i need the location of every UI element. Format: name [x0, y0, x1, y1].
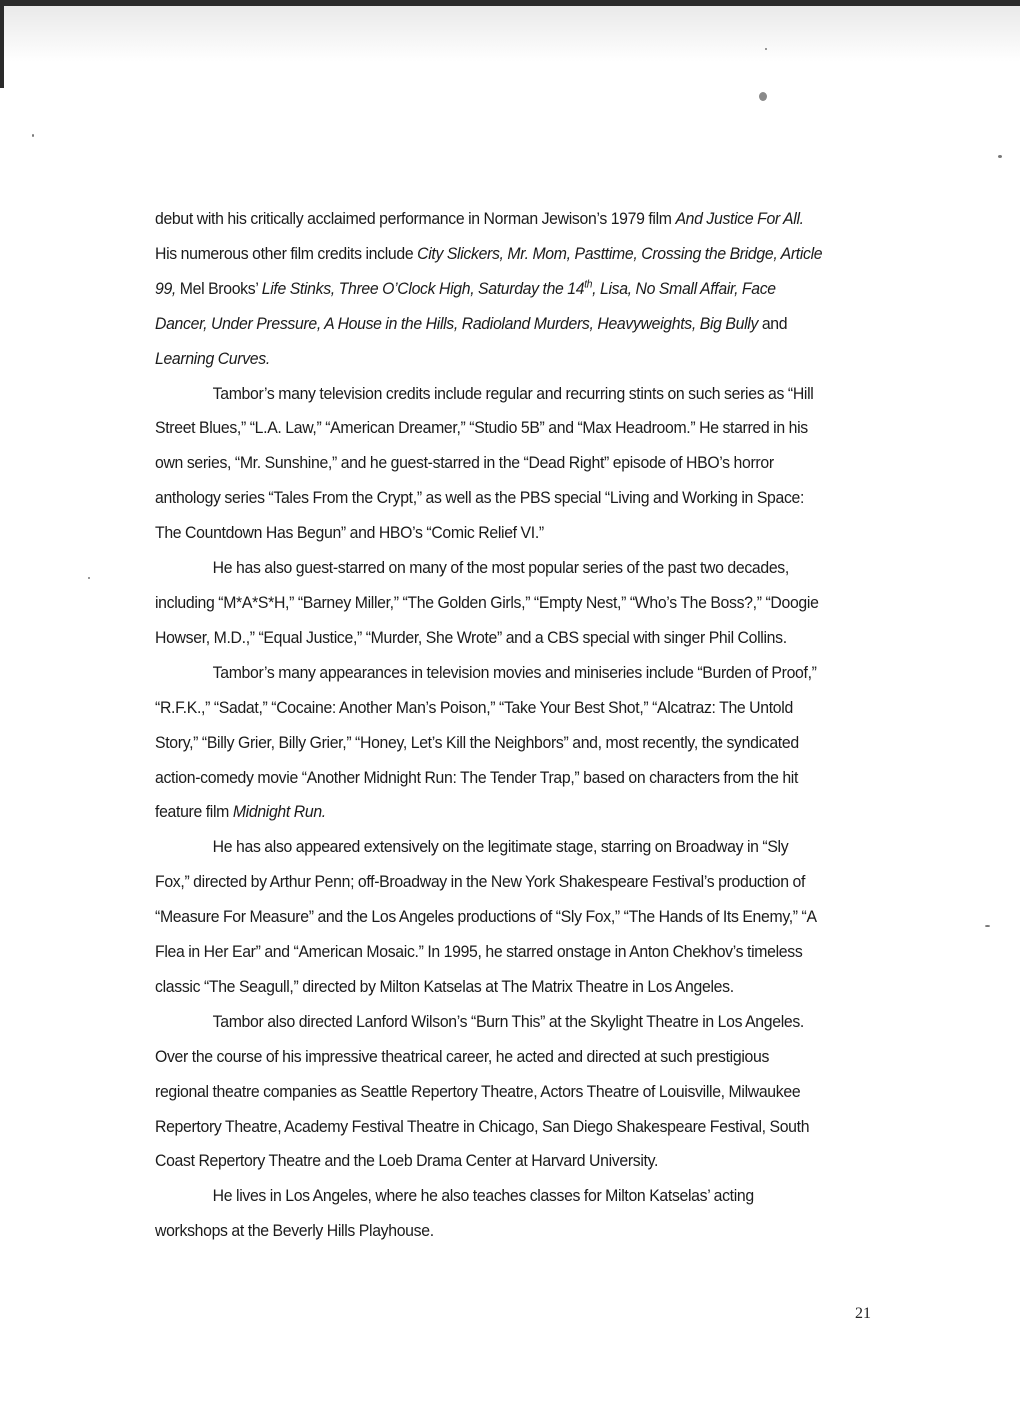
document-body [155, 202, 826, 1249]
body-text: Tambor’s many appearances in television movies and miniseries include “Burden of Proof,” “R.F.K.,” “Sadat,” “Cocaine: Another Man’s Poison,” “Take Your Best Shot,” “Alcatraz: The Untold Story,” “Billy Grier, Billy Grier,” “Honey, Let’s Kill the Neighbors” and, most recently, the syndicated action-comedy movie “Another Midnight Run: The Tender Trap,” based on characters from the hit feature film [155, 662, 817, 822]
scan-speck [759, 92, 767, 101]
italic-title-text: Learning Curves. [155, 348, 270, 368]
paragraph [155, 202, 826, 377]
italic-title-text: , Lisa, No Small Affair, Face Dancer, Under Pressure, A House in the Hills, Radioland Murders, Heavyweights, Big Bully [155, 278, 776, 333]
paragraph [155, 551, 826, 656]
scan-speck [32, 134, 34, 137]
italic-title-text: th [584, 278, 593, 291]
scan-speck [985, 925, 990, 927]
page-number: 21 [855, 1305, 871, 1322]
body-text: He has also appeared extensively on the legitimate stage, starring on Broadway in “Sly Fox,” directed by Arthur Penn; off-Broadway in the New York Shakespeare Festival’s production of “Measure For Measure” and the Los Angeles productions of “Sly Fox,” “The Hands of Its Enemy,” “A Flea in Her Ear” and “American Mosaic.” In 1995, he starred onstage in Anton Chekhov’s timeless classic “The Seagull,” directed by Milton Katselas at The Matrix Theatre in Los Angeles. [155, 837, 816, 996]
italic-title-text: Midnight Run. [232, 802, 326, 822]
paragraph [155, 1005, 826, 1180]
body-text: Tambor also directed Lanford Wilson’s “Burn This” at the Skylight Theatre in Los Angeles. Over the course of his impressive theatrical career, he acted and directed at such prestigious regional theatre companies as Seattle Repertory Theatre, Actors Theatre of Louisville, Milwaukee Repertory Theatre, Academy Festival Theatre in Chicago, San Diego Shakespeare Festival, South Coast Repertory Theatre and the Loeb Drama Center at Harvard University. [155, 1011, 810, 1171]
paragraph [155, 656, 826, 831]
body-text: and [758, 313, 788, 333]
scan-border-left [0, 0, 4, 88]
scan-speck [88, 577, 90, 579]
italic-title-text: And Justice For All. [675, 209, 804, 228]
italic-title-text: Life Stinks, Three O’Clock High, Saturday the 14 [261, 278, 585, 298]
body-text: Tambor’s many television credits include regular and recurring stints on such series as “Hill Street Blues,” “L.A. Law,” “American Dreamer,” “Studio 5B” and “Max Headroom.” He starred in his own series, “Mr. Sunshine,” and he guest-starred in the “Dead Right” episode of HBO’s horror anthology series “Tales From the Crypt,” as well as the PBS special “Living and Working in Space: The Countdown Has Begun” and HBO’s “Comic Relief VI.” [155, 383, 814, 543]
paragraph [155, 1179, 826, 1249]
scan-speck [765, 48, 767, 50]
paragraph [155, 830, 826, 1005]
paragraph [155, 377, 826, 552]
scan-speck [998, 155, 1002, 158]
scan-shadow [0, 6, 1020, 86]
body-text: Mel Brooks’ [176, 278, 262, 298]
body-text: His numerous other film credits include [155, 243, 418, 263]
italic-title-text: City Slickers, Mr. Mom, Pasttime, Crossing the Bridge, Article 99, [155, 243, 823, 298]
body-text: He lives in Los Angeles, where he also teaches classes for Milton Katselas’ acting workshops at the Beverly Hills Playhouse. [155, 1186, 754, 1241]
body-text: debut with his critically acclaimed performance in Norman Jewison’s 1979 film [155, 209, 676, 228]
body-text: He has also guest-starred on many of the most popular series of the past two decades, including “M*A*S*H,” “Barney Miller,” “The Golden Girls,” “Empty Nest,” “Who’s The Boss?,” “Doogie Howser, M.D.,” “Equal Justice,” “Murder, She Wrote” and a CBS special with singer Phil Collins. [155, 558, 819, 647]
